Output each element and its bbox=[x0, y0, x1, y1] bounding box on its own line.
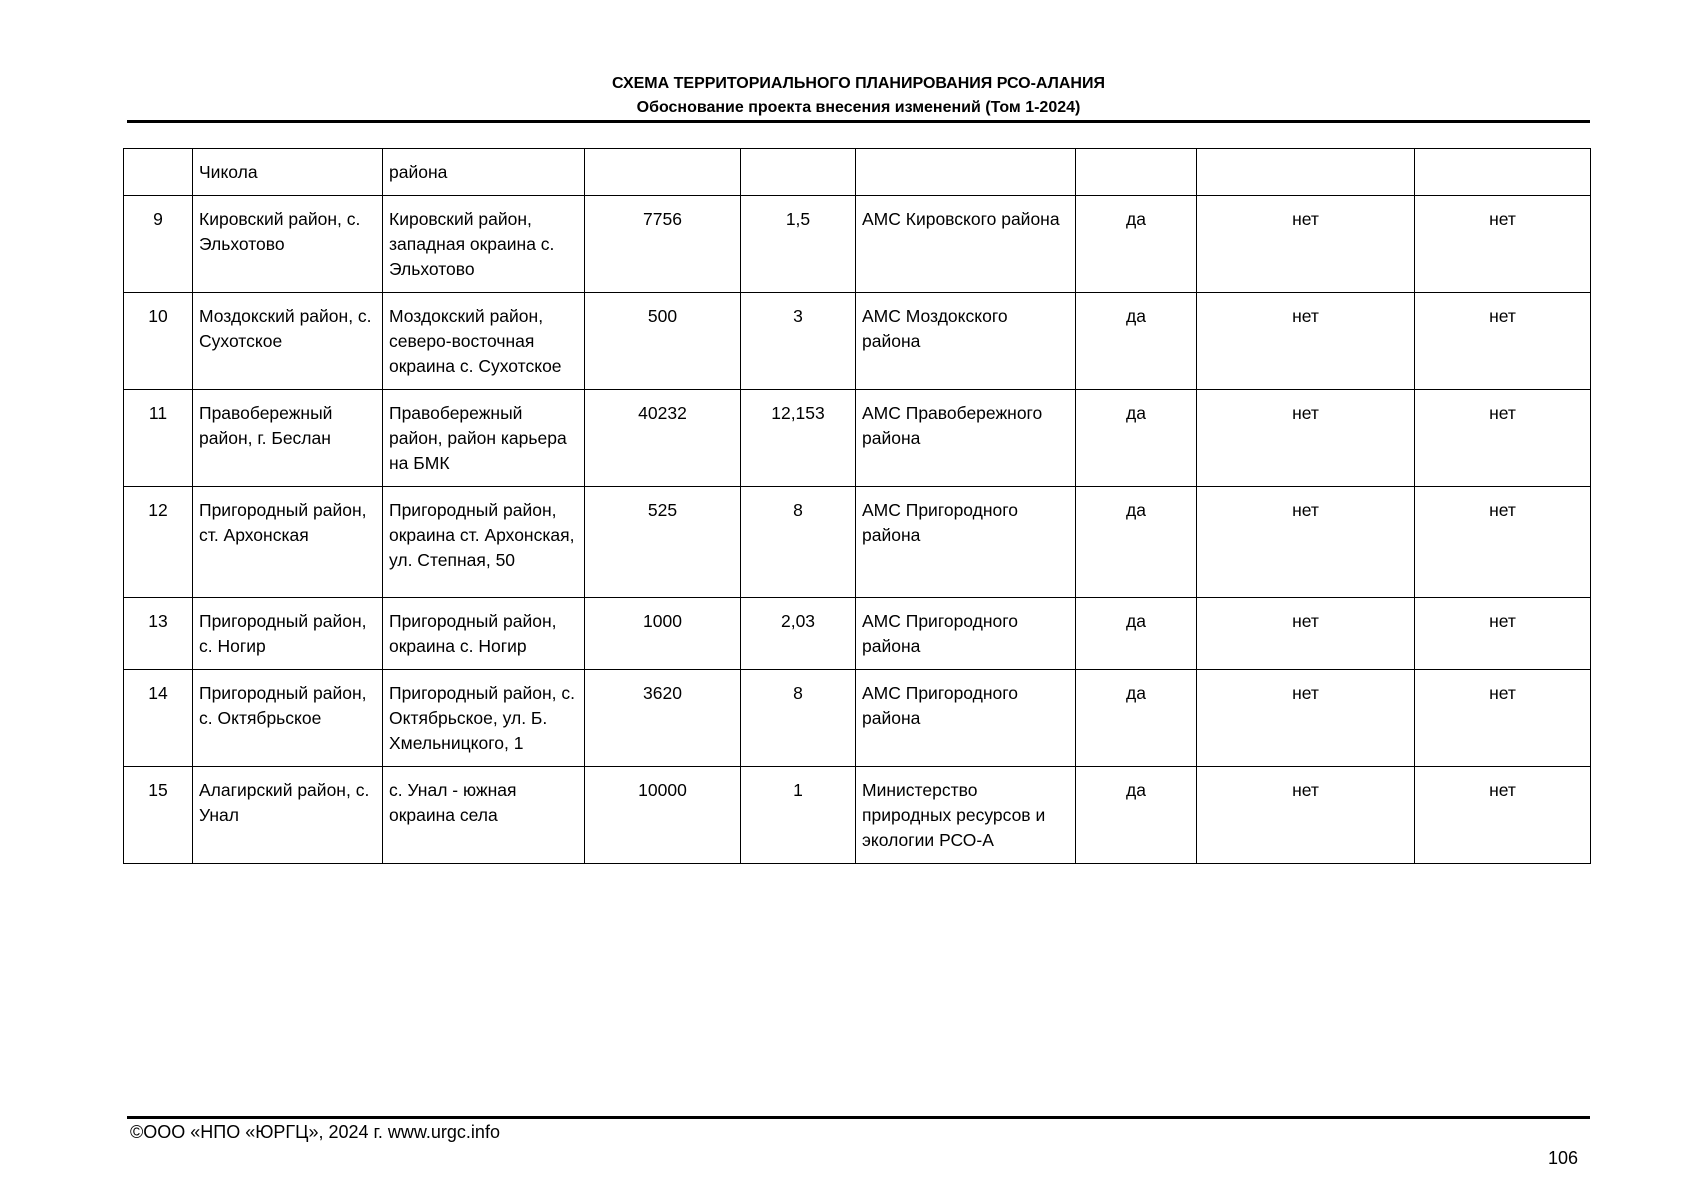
area-cell: 3620 bbox=[585, 670, 741, 767]
page-number: 106 bbox=[1547, 1148, 1578, 1168]
organization-cell bbox=[856, 149, 1076, 196]
status-cell-2 bbox=[1197, 149, 1415, 196]
table-row bbox=[124, 149, 1591, 196]
status-cell-2: нет bbox=[1197, 487, 1415, 598]
location-cell: Пригородный район, с. Октябрьское, ул. Б. Хмельницкого, 1 bbox=[383, 670, 585, 767]
area-cell: 7756 bbox=[585, 196, 741, 293]
status-cell-2: нет bbox=[1197, 293, 1415, 390]
organization-cell: АМС Моздокского района bbox=[856, 293, 1076, 390]
location-cell: Моздокский район, северо-восточная окраина с. Сухотское bbox=[383, 293, 585, 390]
document-title: СХЕМА ТЕРРИТОРИАЛЬНОГО ПЛАНИРОВАНИЯ РСО-АЛАНИЯ bbox=[612, 75, 1105, 92]
organization-cell: АМС Пригородного района bbox=[856, 598, 1076, 670]
table-row bbox=[124, 670, 1591, 767]
location-cell: района bbox=[383, 149, 585, 196]
hectares-cell: 8 bbox=[741, 487, 856, 598]
status-cell-2: нет bbox=[1197, 670, 1415, 767]
row-number-cell: 10 bbox=[124, 293, 193, 390]
status-cell-3: нет bbox=[1415, 767, 1591, 864]
table-row bbox=[124, 390, 1591, 487]
status-cell-1: да bbox=[1076, 487, 1197, 598]
location-cell: Правобережный район, район карьера на БМК bbox=[383, 390, 585, 487]
area-cell: 1000 bbox=[585, 598, 741, 670]
status-cell-1: да bbox=[1076, 767, 1197, 864]
location-cell: Пригородный район, окраина с. Ногир bbox=[383, 598, 585, 670]
status-cell-1 bbox=[1076, 149, 1197, 196]
table-row bbox=[124, 598, 1591, 670]
settlement-cell: Алагирский район, с. Унал bbox=[193, 767, 383, 864]
row-number-cell: 14 bbox=[124, 670, 193, 767]
area-cell: 40232 bbox=[585, 390, 741, 487]
row-number-cell: 9 bbox=[124, 196, 193, 293]
location-cell: с. Унал - южная окраина села bbox=[383, 767, 585, 864]
hectares-cell: 2,03 bbox=[741, 598, 856, 670]
area-cell: 525 bbox=[585, 487, 741, 598]
status-cell-1: да bbox=[1076, 390, 1197, 487]
settlement-cell: Пригородный район, с. Ногир bbox=[193, 598, 383, 670]
status-cell-3: нет bbox=[1415, 196, 1591, 293]
table-row bbox=[124, 487, 1591, 598]
hectares-cell: 12,153 bbox=[741, 390, 856, 487]
organization-cell: АМС Пригородного района bbox=[856, 670, 1076, 767]
settlement-cell: Чикола bbox=[193, 149, 383, 196]
footer-divider bbox=[127, 1116, 1590, 1119]
row-number-cell bbox=[124, 149, 193, 196]
settlement-cell: Кировский район, с. Эльхотово bbox=[193, 196, 383, 293]
area-cell: 500 bbox=[585, 293, 741, 390]
row-number-cell: 13 bbox=[124, 598, 193, 670]
table-row bbox=[124, 767, 1591, 864]
status-cell-1: да bbox=[1076, 196, 1197, 293]
status-cell-3: нет bbox=[1415, 293, 1591, 390]
settlement-cell: Моздокский район, с. Сухотское bbox=[193, 293, 383, 390]
hectares-cell: 1 bbox=[741, 767, 856, 864]
location-cell: Пригородный район, окраина ст. Архонская, ул. Степная, 50 bbox=[383, 487, 585, 598]
header-divider bbox=[127, 120, 1590, 123]
status-cell-1: да bbox=[1076, 670, 1197, 767]
organization-cell: АМС Правобережного района bbox=[856, 390, 1076, 487]
organization-cell: АМС Пригородного района bbox=[856, 487, 1076, 598]
row-number-cell: 15 bbox=[124, 767, 193, 864]
status-cell-3 bbox=[1415, 149, 1591, 196]
hectares-cell: 8 bbox=[741, 670, 856, 767]
status-cell-2: нет bbox=[1197, 196, 1415, 293]
hectares-cell bbox=[741, 149, 856, 196]
hectares-cell: 1,5 bbox=[741, 196, 856, 293]
row-number-cell: 11 bbox=[124, 390, 193, 487]
settlement-cell: Пригородный район, с. Октябрьское bbox=[193, 670, 383, 767]
page-header bbox=[127, 72, 1590, 120]
status-cell-1: да bbox=[1076, 293, 1197, 390]
settlement-cell: Правобережный район, г. Беслан bbox=[193, 390, 383, 487]
hectares-cell: 3 bbox=[741, 293, 856, 390]
status-cell-2: нет bbox=[1197, 390, 1415, 487]
status-cell-1: да bbox=[1076, 598, 1197, 670]
status-cell-3: нет bbox=[1415, 598, 1591, 670]
organization-cell: АМС Кировского района bbox=[856, 196, 1076, 293]
area-cell bbox=[585, 149, 741, 196]
table-row bbox=[124, 293, 1591, 390]
footer-copyright: ©ООО «НПО «ЮРГЦ», 2024 г. www.urgc.info bbox=[130, 1122, 500, 1142]
sites-table bbox=[123, 148, 1591, 864]
status-cell-3: нет bbox=[1415, 670, 1591, 767]
row-number-cell: 12 bbox=[124, 487, 193, 598]
table-row bbox=[124, 196, 1591, 293]
document-subtitle: Обоснование проекта внесения изменений (Том 1-2024) bbox=[636, 99, 1081, 116]
status-cell-3: нет bbox=[1415, 390, 1591, 487]
sites-table-body bbox=[124, 149, 1591, 864]
status-cell-2: нет bbox=[1197, 767, 1415, 864]
location-cell: Кировский район, западная окраина с. Эльхотово bbox=[383, 196, 585, 293]
area-cell: 10000 bbox=[585, 767, 741, 864]
settlement-cell: Пригородный район, ст. Архонская bbox=[193, 487, 383, 598]
status-cell-3: нет bbox=[1415, 487, 1591, 598]
organization-cell: Министерство природных ресурсов и экологии РСО-А bbox=[856, 767, 1076, 864]
status-cell-2: нет bbox=[1197, 598, 1415, 670]
